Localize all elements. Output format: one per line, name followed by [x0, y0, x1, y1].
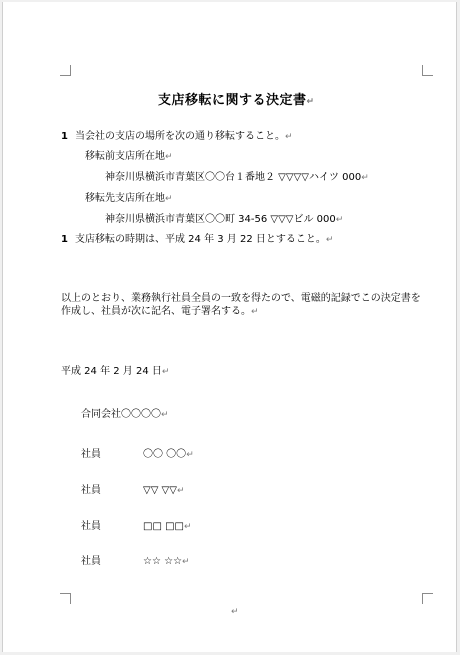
- end-paragraph-mark: ↵: [231, 607, 239, 617]
- before-label: 移転前支店所在地↵: [85, 151, 173, 162]
- before-address: 神奈川県横浜市青葉区〇〇台１番地２ ▽▽▽▽ハイツ 000↵: [105, 172, 369, 183]
- item-1: 1 当会社の支店の場所を次の通り移転すること。↵: [61, 131, 293, 142]
- crop-mark-bottom-right: [422, 593, 433, 604]
- company-name: 合同会社〇〇〇〇↵: [81, 409, 169, 420]
- document-page[interactable]: [2, 2, 457, 652]
- member-row: 社員 〇〇 〇〇↵: [81, 449, 194, 460]
- after-label: 移転先支店所在地↵: [85, 193, 173, 204]
- member-row: 社員 □□ □□↵: [81, 521, 192, 532]
- after-address: 神奈川県横浜市青葉区〇〇町 34-56 ▽▽▽ビル 000↵: [105, 214, 344, 225]
- crop-mark-top-right: [422, 65, 433, 76]
- crop-mark-top-left: [60, 65, 71, 76]
- item-2: 1 支店移転の時期は、平成 24 年 3 月 22 日とすること。↵: [61, 234, 334, 245]
- paragraph: 以上のとおり、業務執行社員全員の一致を得たので、電磁的記録でこの決定書を作成し、社員が次に記名、電子署名する。↵: [61, 293, 421, 317]
- member-row: 社員 ▽▽ ▽▽↵: [81, 485, 185, 496]
- crop-mark-bottom-left: [60, 593, 71, 604]
- document-date: 平成 24 年 2 月 24 日↵: [61, 366, 170, 377]
- member-row: 社員 ☆☆ ☆☆↵: [81, 556, 190, 567]
- document-title: 支店移転に関する決定書↵: [158, 93, 315, 108]
